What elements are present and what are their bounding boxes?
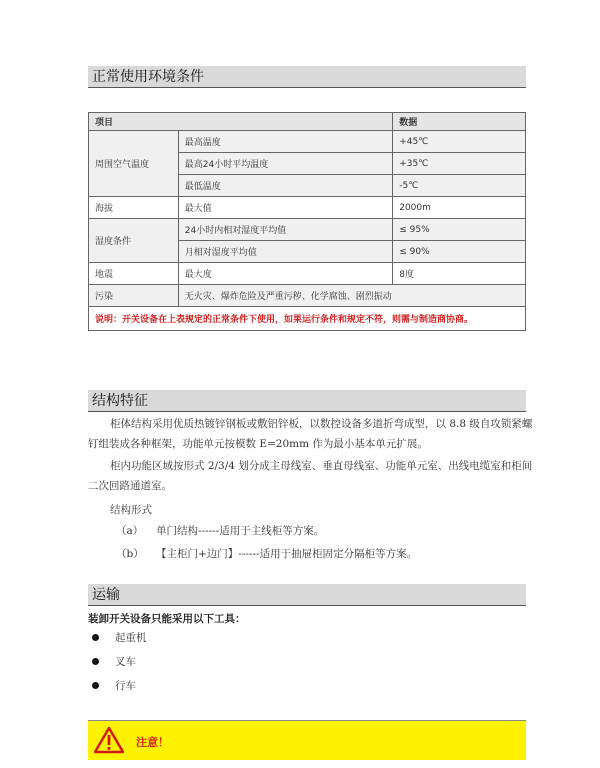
- table-header-data: 数据: [393, 113, 526, 131]
- section-title-transport: 运输: [88, 584, 526, 606]
- structure-paragraph-2: 柜内功能区域按形式 2/3/4 划分成主母线室、垂直母线室、功能单元室、出线电缆室和柜间二次回路通道室。: [88, 460, 533, 492]
- table-value-cell: ≤ 95%: [393, 219, 526, 241]
- structure-form-title: 结构形式: [110, 504, 152, 516]
- list-item: [92, 654, 136, 669]
- warning-triangle-icon: [94, 726, 124, 754]
- structure-form-a-text: 单门结构------适用于主线柜等方案。: [156, 525, 325, 537]
- table-group-cell: 湿度条件: [89, 219, 179, 263]
- list-item: [92, 678, 136, 693]
- table-value-cell: 2000m: [393, 197, 526, 219]
- environment-table: [88, 112, 526, 331]
- table-header-item: 项目: [89, 113, 393, 131]
- table-value-cell: +45℃: [393, 131, 526, 153]
- table-group-cell: 周围空气温度: [89, 131, 179, 197]
- structure-form-b-text: 【主柜门+边门】------适用于抽屉柜固定分隔柜等方案。: [156, 548, 418, 560]
- bullet-dot-icon: [92, 634, 99, 641]
- table-note-row: [89, 307, 526, 331]
- table-header-row: [89, 113, 526, 131]
- table-param-cell: 最低温度: [178, 175, 392, 197]
- list-item: [92, 630, 147, 645]
- table-param-cell: 最高24小时平均温度: [178, 153, 392, 175]
- table-row: [89, 219, 526, 241]
- section-title-environment: 正常使用环境条件: [88, 66, 526, 88]
- structure-form-a-label: （a）: [116, 525, 144, 537]
- list-item-label: 行车: [115, 680, 136, 692]
- list-item-label: 起重机: [115, 632, 147, 644]
- table-value-cell: -5℃: [393, 175, 526, 197]
- table-row: [89, 263, 526, 285]
- warning-banner: [88, 720, 526, 760]
- table-group-cell: 地震: [89, 263, 179, 285]
- table-param-cell: 无火灾、爆炸危险及严重污秽、化学腐蚀、剧烈振动: [178, 285, 525, 307]
- warning-label: 注意！: [136, 736, 169, 749]
- structure-paragraph-1: 柜体结构采用优质热镀锌钢板或敷铝锌板，以数控设备多道折弯成型，以 8.8 级自攻锁紧螺钉组装成各种框架，功能单元按模数 E=20mm 作为最小基本单元扩展。: [88, 418, 533, 450]
- section-title-structure: 结构特征: [88, 390, 526, 412]
- table-group-cell: 污染: [89, 285, 179, 307]
- table-param-cell: 最高温度: [178, 131, 392, 153]
- table-param-cell: 24小时内相对湿度平均值: [178, 219, 392, 241]
- table-param-cell: 最大值: [178, 197, 392, 219]
- table-param-cell: 月相对湿度平均值: [178, 241, 392, 263]
- bullet-dot-icon: [92, 658, 99, 665]
- table-param-cell: 最大度: [178, 263, 392, 285]
- list-item-label: 叉车: [115, 656, 136, 668]
- table-value-cell: 8度: [393, 263, 526, 285]
- table-row: [89, 131, 526, 153]
- table-value-cell: ≤ 90%: [393, 241, 526, 263]
- transport-lead-text: 装卸开关设备只能采用以下工具：: [88, 613, 246, 625]
- table-note: 说明：开关设备在上表规定的正常条件下使用，如果运行条件和规定不符，则需与制造商协商。: [89, 307, 526, 331]
- table-group-cell: 海拔: [89, 197, 179, 219]
- table-value-cell: +35℃: [393, 153, 526, 175]
- structure-form-b-label: （b）: [116, 548, 144, 560]
- bullet-dot-icon: [92, 682, 99, 689]
- table-row: [89, 197, 526, 219]
- table-row: [89, 285, 526, 307]
